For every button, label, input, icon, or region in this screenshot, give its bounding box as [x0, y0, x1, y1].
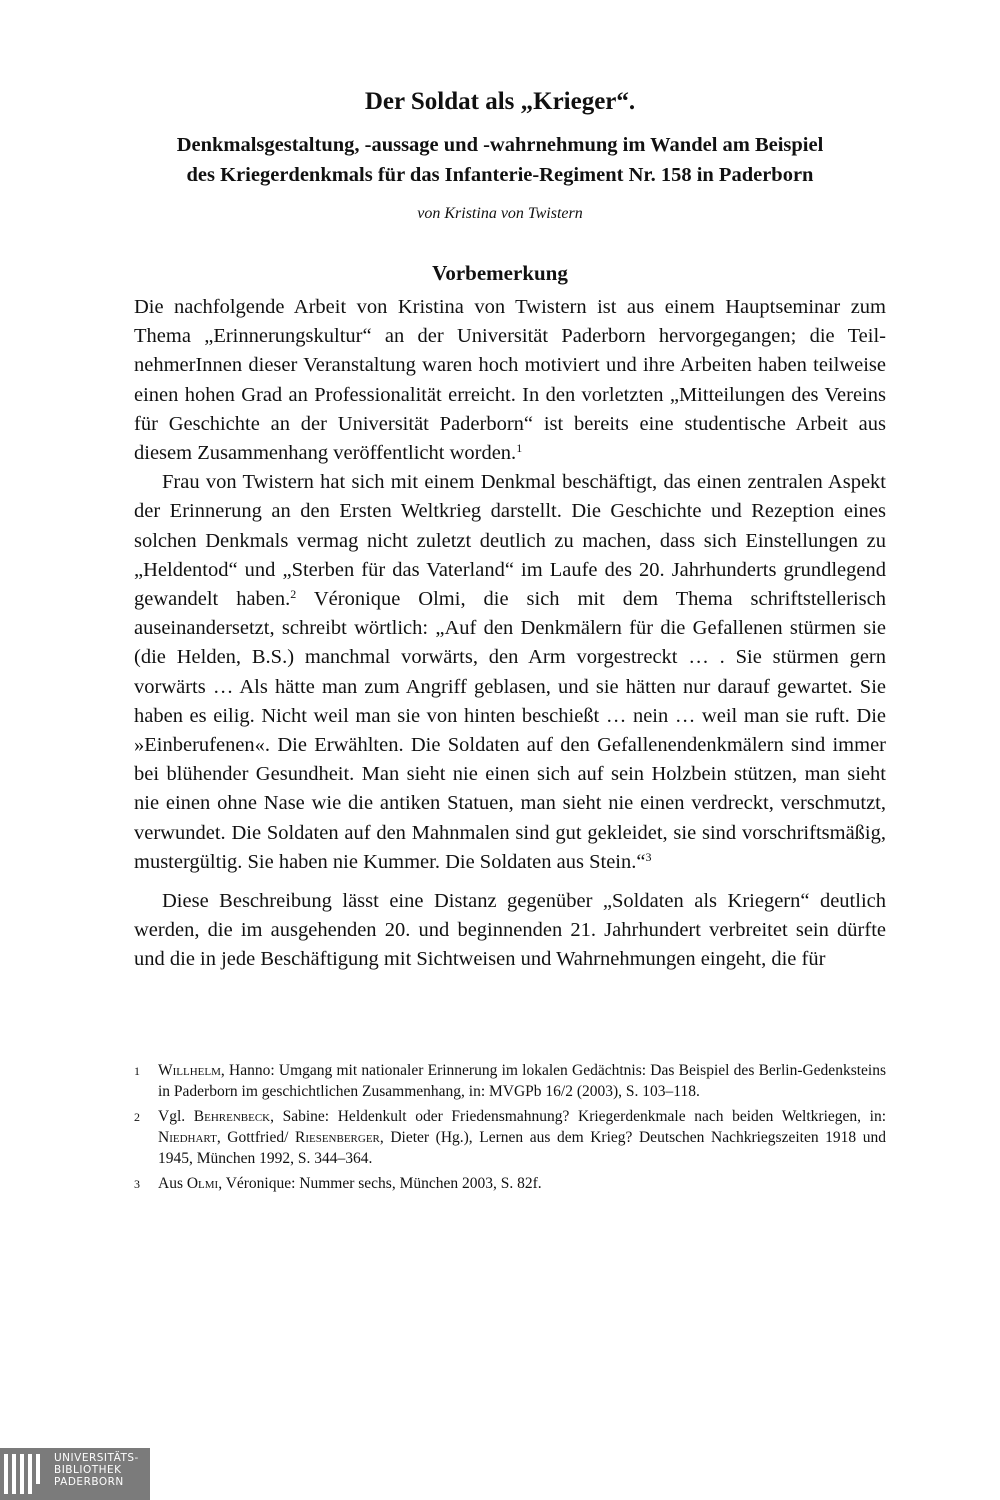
footnote-author: Willhelm — [158, 1062, 221, 1079]
footnote-number: 2 — [134, 1110, 140, 1124]
footnote — [134, 1060, 886, 1102]
footnote-text — [158, 1060, 886, 1102]
body-text — [134, 293, 886, 975]
footnote-author: Behrenbeck — [193, 1108, 271, 1125]
library-logo-text — [54, 1452, 139, 1488]
footnote-text — [158, 1106, 886, 1169]
footnote-ref[interactable]: 2 — [290, 587, 297, 602]
logo-line: UNIVERSITÄTS- — [54, 1452, 139, 1464]
paragraph — [134, 468, 886, 877]
paragraph — [134, 887, 886, 975]
footnote-author: Riesenberger — [294, 1129, 380, 1146]
footnote-prefix: Aus — [158, 1175, 187, 1192]
footnote-body: , Gottfried/ — [216, 1129, 295, 1146]
footnote — [134, 1106, 886, 1169]
footnotes — [134, 1060, 886, 1199]
article-title: Der Soldat als „Krieger“. — [364, 88, 636, 115]
paragraph — [134, 293, 886, 468]
library-logo-icon — [4, 1454, 38, 1498]
paragraph-text: Diese Beschreibung lässt eine Distanz gegenüber „Soldaten als Kriegern“ deutlich werden, die im ausgehenden 20. und beginnenden 21. Jahrhundert verbreitet sein dürfte und die in jede Beschäftigung mit Sichtweisen und Wahrnehmungen eingeht, die für — [134, 890, 886, 971]
footnote-body: , Véronique: Nummer sechs, München 2003, S. 82f. — [218, 1175, 542, 1192]
footnote-prefix: Vgl. — [158, 1108, 194, 1125]
paragraph-text: Die nachfolgende Arbeit von Kristina von Twistern ist aus einem Hauptseminar zum Thema „Erinnerungskultur“ an der Universität Paderborn hervorgegangen; die TeilnehmerInnen dieser Veranstaltung waren hoch motiviert und ihre Arbeiten haben teilweise einen hohen Grad an Professionalität erreicht. In den vorletzten „Mitteilungen des Vereins für Geschichte an der Universität Paderborn“ ist bereits eine studentische Arbeit aus diesem Zusammenhang veröffentlicht worden. — [134, 296, 886, 465]
footnote-number: 3 — [134, 1177, 140, 1191]
paragraph-text: Frau von Twistern hat sich mit einem Denkmal beschäftigt, das einen zentralen Aspekt der Erinnerung an den Ersten Weltkrieg darstellt. Die Geschichte und Rezeption eines solchen Denkmals vermag nicht zuletzt deutlich zu machen, dass sich Einstellungen zu „Heldentod“ und „Sterben für das Vaterland“ im Laufe des 20. Jahrhunderts grundlegend gewandelt haben. — [134, 471, 886, 611]
library-logo — [0, 1448, 150, 1500]
logo-line: PADERBORN — [54, 1476, 124, 1488]
footnote-body: , Dieter (Hg.), Lernen aus dem Krieg? Deutschen Nachkriegszeiten 1918 und 1945, München 1992, S. 344–364. — [158, 1129, 886, 1167]
footnote-author: Olmi — [186, 1175, 219, 1192]
article-author: von Kristina von Twistern — [417, 205, 583, 222]
footnote — [134, 1173, 886, 1195]
footnote-body: , Sabine: Heldenkult oder Friedensmahnung? Kriegerdenkmale nach beiden Weltkriegen, in: — [270, 1108, 887, 1125]
paragraph-text: Véronique Olmi, die sich mit dem Thema schriftstellerisch auseinandersetzt, schreibt wörtlich: „Auf den Denkmälern für die Gefallenen stürmen sie (die Helden, B.S.) manchmal vorwärts, den Arm vorgestreckt … . Sie stürmen gern vorwärts … Als hätte man zum Angriff geblasen, und sie hätten nur darauf gewartet. Sie haben es eilig. Nicht weil man sie von hinten beschießt … nein … weil man sie ruft. Die »Einberufenen«. Die Erwählten. Die Soldaten auf den Gefallenendenkmälern sind immer bei blühender Gesundheit. Man sieht nie einen sich auf sein Holzbein stützen, man sieht nie einen ohne Nase wie die antiken Statuen, man sieht nie einen verdreckt, verschmutzt, verwundet. Die Soldaten auf den Mahnmalen sind gut gekleidet, sie sind vorschriftsmäßig, mustergültig. Sie haben nie Kummer. Die Soldaten aus Stein.“ — [134, 588, 886, 873]
footnote-ref[interactable]: 1 — [516, 441, 523, 456]
footnote-text — [158, 1173, 886, 1195]
footnote-number: 1 — [134, 1064, 140, 1078]
section-heading: Vorbemerkung — [432, 261, 568, 285]
subtitle-line-2: des Kriegerdenkmals für das Infanterie-Regiment Nr. 158 in Paderborn — [186, 164, 814, 186]
subtitle-line-1: Denkmalsgestaltung, -aussage und -wahrnehmung im Wandel am Beispiel — [176, 134, 824, 156]
footnote-body: , Hanno: Umgang mit nationaler Erinnerung im lokalen Gedächtnis: Das Beispiel des Berlin-Gedenksteins in Paderborn im geschichtlichen Zusammenhang, in: MVGPb 16/2 (2003), S. 103–118. — [158, 1062, 886, 1100]
footnote-ref[interactable]: 3 — [645, 849, 652, 864]
article-subtitle — [130, 130, 870, 190]
footnote-author: Niedhart — [158, 1129, 217, 1146]
logo-line: BIBLIOTHEK — [54, 1464, 122, 1476]
